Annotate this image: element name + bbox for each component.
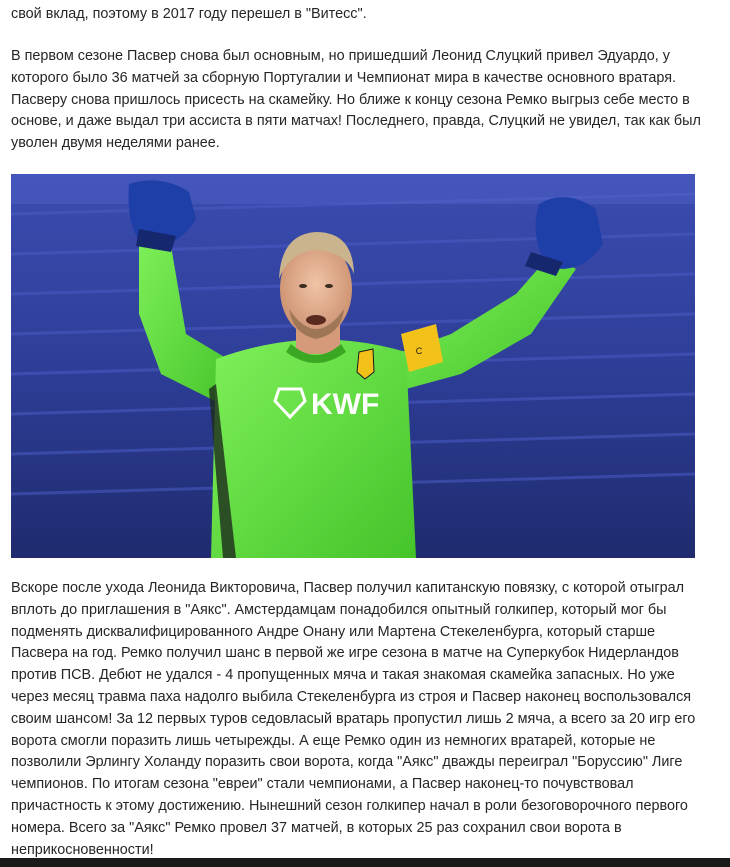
bottom-edge-bar [0, 858, 730, 867]
article-paragraph-ajax: Вскоре после ухода Леонида Викторовича, Пасвер получил капитанскую повязку, с которой отыграл вплоть до приглашения в "Аякс". Амстердамцам понадобился опытный голкипер, который мог бы подменять дисквалифицированного Андре Онану или Мартена Стекеленбурга, который старше Пасвера на год. Ремко получил шанс в первой же игре сезона в матче на Суперкубок Нидерландов против ПСВ. Дебют не удался - 4 пропущенных мяча и такая знакомая скамейка запасных. Но уже через месяц травма паха надолго выбила Стекеленбурга из строя и Пасвер наконец воспользовался своим шансом! За 12 первых туров седовласый вратарь пропустил лишь 2 мяча, а всего за 20 игр его ворота смогли поразить лишь четырежды. А еще Ремко один из немногих вратарей, которые не позволили Эрлингу Холанду поразить свои ворота, когда "Аякс" дважды переиграл "Боруссию" Лиге чемпионов. По итогам сезона "евреи" стали чемпионами, а Пасвер наконец-то почувствовал причастность к этому достижению. Нынешний сезон голкипер начал в роли безоговорочного первого номера. Всего за "Аякс" Ремко провел 37 матчей, в которых 25 раз сохранил свои ворота в неприкосновенности! [11, 580, 696, 858]
shirt-sponsor-text: KWF [311, 388, 380, 421]
goalkeeper-photo [11, 174, 695, 558]
svg-text:C: C [415, 346, 423, 356]
article-paragraph-intro: свой вклад, поэтому в 2017 году перешел в "Витесс". [11, 6, 367, 22]
article-paragraph-first-season: В первом сезоне Пасвер снова был основным, но пришедший Леонид Слуцкий привел Эдуардо, у которого было 36 матчей за сборную Португалии и Чемпионат мира в качестве основного вратаря. Пасверу снова пришлось присесть на скамейку. Но ближе к концу сезона Ремко выгрыз себе место в основе, и даже выдал три ассиста в пяти матчах! Последнего, правда, Слуцкий не увидел, так как был уволен двумя неделями ранее. [11, 48, 701, 152]
